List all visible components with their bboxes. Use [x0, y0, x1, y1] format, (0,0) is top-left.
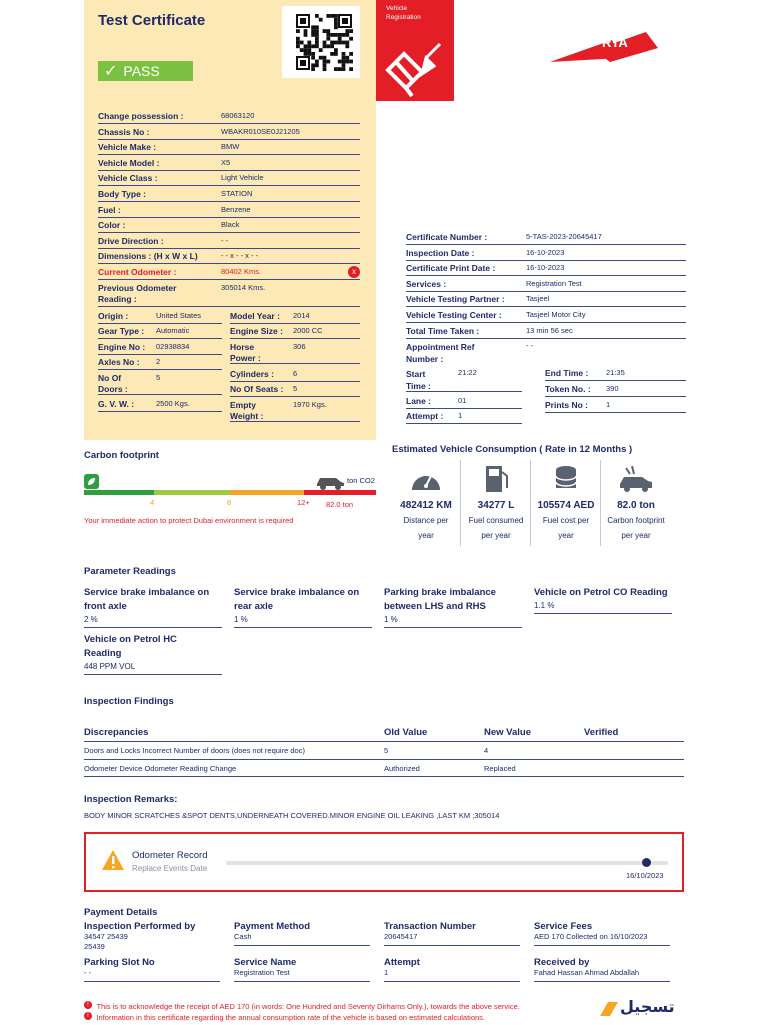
vehicle-field-row [98, 124, 360, 140]
performed-label: Inspection Performed by [84, 921, 196, 932]
vehicle-field-row [98, 186, 360, 202]
certificate-field-value: 13 min 56 sec [526, 325, 573, 335]
param-rear-axle [234, 586, 372, 628]
parameters-title: Parameter Readings [84, 566, 176, 577]
remarks-title: Inspection Remarks: [84, 794, 178, 805]
gear-row [98, 323, 222, 339]
gear-label: Gear Type : [98, 326, 145, 336]
odometer-record-box [84, 832, 684, 892]
carbon-segment-2 [154, 490, 230, 495]
vehicle-field-label: Color : [98, 220, 126, 231]
vehicle-field-row [98, 202, 360, 218]
param-value: 1 % [234, 615, 248, 624]
certificate-field-label: Certificate Number : [406, 232, 488, 242]
divider [600, 460, 601, 546]
param-label: Service brake imbalance on rear axle [234, 587, 360, 612]
previous-odometer-row [98, 280, 360, 307]
end-time-row [545, 365, 686, 381]
certificate-field-label: Certificate Print Date : [406, 263, 496, 274]
certificate-field-value: Registration Test [526, 278, 582, 288]
divider [530, 460, 531, 546]
certificate-field-row [406, 338, 686, 364]
vehicle-field-label: Body Type : [98, 189, 147, 199]
slot-label: Parking Slot No [84, 957, 155, 968]
timing-grid [406, 365, 686, 425]
vehicle-field-value: - - x - - x - - [221, 251, 259, 261]
consumption-panel [392, 460, 672, 546]
tasjeel-logo [598, 996, 675, 1020]
qr-code[interactable] [282, 6, 360, 78]
certificate-field-row [406, 276, 686, 292]
certificate-field-value: Tasjeel Motor City [526, 310, 586, 319]
footer-note-2-text: Information in this certificate regarding the annual consumption rate of the vehicle is based on estimated calculations. [96, 1013, 486, 1022]
service-value: Registration Test [234, 968, 290, 977]
model-year-row [230, 308, 360, 324]
param-label: Service brake imbalance on front axle [84, 587, 210, 612]
findings-title: Inspection Findings [84, 696, 174, 707]
end-time-value: 21:35 [606, 368, 625, 377]
origin-row [98, 308, 222, 324]
carbon-scale-bar [84, 490, 376, 495]
horse-power-label: Horse Power : [230, 342, 261, 363]
certificate-field-row [406, 307, 686, 323]
start-time-value: 21:22 [458, 368, 477, 377]
table-row-rule [84, 776, 684, 777]
fees-label: Service Fees [534, 921, 593, 932]
table-header-rule [84, 741, 684, 742]
table-row-rule [84, 759, 684, 760]
distance-label: Distance per [403, 516, 449, 525]
discrepancy-cell: Odometer Device Odometer Reading Change [84, 764, 237, 773]
certificate-field-value: 16-10-2023 [526, 247, 565, 257]
parking-slot [84, 957, 220, 982]
axles-label: Axles No : [98, 357, 140, 367]
param-label: Parking brake imbalance between LHS and RHS [384, 587, 496, 612]
carbon-tick-1: 4 [150, 498, 155, 507]
origin-value: United States [156, 311, 202, 320]
vehicle-field-label: Vehicle Model : [98, 157, 160, 168]
cylinders-value: 6 [293, 369, 298, 378]
vehicle-field-row [98, 155, 360, 171]
previous-odometer-value: 305014 Kms. [221, 283, 266, 292]
carbon-value: 82.0 ton [326, 500, 354, 509]
vehicle-field-label: Vehicle Class : [98, 173, 158, 184]
info-icon: ! [84, 1001, 92, 1009]
vehicle-field-value: WBAKR010SE0J21205 [221, 126, 300, 136]
empty-weight-row [230, 397, 360, 422]
vehicle-field-label: Fuel : [98, 204, 121, 215]
consumption-item-distance [392, 460, 460, 546]
warning-icon [100, 848, 126, 872]
discrepancy-cell: Doors and Locks Incorrect Number of doors (does not require doc) [84, 746, 305, 755]
vehicle-field-value: 68063120 [221, 111, 255, 120]
table-row [84, 746, 684, 760]
pass-badge [98, 61, 193, 81]
token-label: Token No. : [545, 384, 591, 394]
current-odometer-value: 80402 Kms. [221, 267, 262, 276]
leaf-icon [84, 474, 99, 489]
vehicle-field-value: X5 [221, 157, 231, 167]
cost-label-2: year [558, 531, 574, 540]
engine-size-label: Engine Size : [230, 326, 283, 336]
certificate-field-label: Appointment Ref Number : [406, 342, 475, 365]
carbon-year-label-2: per year [621, 531, 651, 540]
carbon-segment-3 [230, 490, 304, 495]
engine-no-row [98, 339, 222, 355]
horse-power-value: 306 [293, 342, 306, 351]
timeline-event-dot[interactable] [642, 858, 651, 867]
rta-logo [550, 28, 660, 69]
vehicle-field-value: STATION [221, 189, 253, 198]
odometer-timeline [226, 861, 668, 865]
vehicle-field-row [98, 248, 360, 264]
gvw-label: G. V. W. : [98, 399, 135, 409]
certificate-field-label: Services : [406, 278, 447, 289]
fuel-label: Fuel consumed [468, 516, 524, 525]
param-value: 2 % [84, 615, 98, 624]
footer-note-1-text: This is to acknowledge the receipt of AED 170 (in words: One Hundred and Seventy Dirhams Only.), towards the above service. [96, 1002, 520, 1011]
method-label: Payment Method [234, 921, 311, 932]
consumption-item-cost [532, 460, 600, 546]
certificate-field-row [406, 323, 686, 339]
certificate-field-value: 5-TAS-2023-20645417 [526, 232, 602, 241]
doors-label: No Of Doors : [98, 373, 128, 394]
odometer-record-date: 16/10/2023 [626, 871, 664, 880]
engine-size-row [230, 323, 360, 339]
model-year-value: 2014 [293, 311, 310, 320]
certificate-field-value: - - [526, 341, 534, 351]
param-value: 448 PPM VOL [84, 662, 136, 671]
lane-value: 01 [458, 396, 467, 405]
param-label: Vehicle on Petrol CO Reading [534, 587, 668, 598]
panel-label: Vehicle Registration [386, 5, 421, 21]
start-time-label: Start Time : [406, 369, 431, 391]
service-fees [534, 921, 670, 946]
fuel-label-2: per year [481, 531, 511, 540]
carbon-tick-2: 8 [227, 498, 232, 507]
remarks-text: BODY MINOR SCRATCHES &SPOT DENTS,UNDERNEATH COVERED.MINOR ENGINE OIL LEAKING ,LAST KM ;305014 [84, 811, 500, 820]
prints-row [545, 397, 686, 413]
vehicle-field-label: Drive Direction : [98, 235, 164, 246]
certificate-field-label: Inspection Date : [406, 247, 475, 258]
footer-note-2 [84, 1007, 584, 1025]
param-value: 1.1 % [534, 601, 555, 610]
fuel-pump-icon [478, 464, 514, 494]
col-discrepancies: Discrepancies [84, 727, 149, 738]
engine-size-value: 2000 CC [293, 326, 323, 335]
coins-icon [548, 464, 584, 494]
vehicle-field-label: Vehicle Make : [98, 142, 157, 153]
current-odometer-label: Current Odometer : [98, 267, 177, 277]
certificate-field-label: Vehicle Testing Partner : [406, 294, 505, 305]
vehicle-field-row [98, 108, 360, 124]
axles-value: 2 [156, 357, 161, 366]
engine-no-value: 02938834 [156, 342, 190, 351]
horse-power-row [230, 339, 360, 364]
tasjeel-logo-mark [598, 1000, 620, 1018]
payment-method [234, 921, 370, 946]
certificate-field-row [406, 245, 686, 261]
end-time-label: End Time : [545, 368, 589, 378]
gvw-row [98, 396, 222, 412]
engine-no-label: Engine No : [98, 342, 146, 352]
current-odometer-row [98, 264, 360, 280]
param-hc-reading [84, 633, 222, 675]
received-by [534, 957, 670, 982]
txn-label: Transaction Number [384, 921, 476, 932]
vehicle-field-row [98, 217, 360, 233]
seats-value: 5 [293, 384, 298, 393]
param-front-axle [84, 586, 222, 628]
old-value-cell: 5 [384, 746, 389, 755]
col-old-value: Old Value [384, 727, 428, 738]
txn-value: 20645417 [384, 932, 418, 941]
fuel-value: 34277 L [477, 500, 515, 511]
seats-label: No Of Seats : [230, 384, 284, 394]
certificate-field-row [406, 260, 686, 276]
odometer-record-title: Odometer Record [132, 850, 208, 861]
carbon-year-label: Carbon footprint [607, 516, 665, 525]
carbon-segment-4 [304, 490, 376, 495]
tasjeel-logo-text: تسجيل [620, 999, 675, 1016]
carbon-year-value: 82.0 ton [617, 500, 655, 511]
pass-label: PASS [123, 63, 160, 79]
vehicle-field-row [98, 170, 360, 186]
distance-label-2: year [418, 531, 434, 540]
seats-row [230, 381, 360, 397]
token-value: 390 [606, 384, 619, 393]
certificate-field-row [406, 291, 686, 307]
certificate-field-row [406, 229, 686, 245]
divider [460, 460, 461, 546]
performed-value-2: 25439 [84, 942, 105, 951]
transaction-number [384, 921, 520, 946]
performed-by [84, 921, 224, 952]
spec-grid [98, 308, 360, 428]
received-label: Received by [534, 957, 590, 968]
cylinders-row [230, 366, 360, 382]
certificate-field-value: 16-10-2023 [526, 263, 565, 273]
car-emission-icon [618, 464, 654, 494]
gvw-value: 2500 Kgs. [156, 399, 190, 408]
new-value-cell: Replaced [484, 764, 516, 773]
info-icon: ! [84, 1012, 92, 1020]
registration-icon [382, 40, 446, 100]
previous-odometer-label: Previous Odometer Reading : [98, 283, 177, 304]
vehicle-field-row [98, 139, 360, 155]
slot-value: - - [84, 968, 92, 977]
cost-value: 105574 AED [537, 500, 595, 511]
rta-logo-text: RTA [602, 35, 628, 50]
payment-attempt [384, 957, 520, 982]
prints-label: Prints No : [545, 400, 588, 410]
service-name [234, 957, 370, 982]
odometer-warning-icon[interactable]: x [348, 266, 360, 278]
consumption-item-fuel [462, 460, 530, 546]
checkmark-icon: ✓ [104, 63, 118, 80]
consumption-title: Estimated Vehicle Consumption ( Rate in 12 Months ) [392, 444, 633, 455]
axles-row [98, 354, 222, 370]
lane-row [406, 393, 522, 409]
doors-row [98, 370, 222, 395]
carbon-message: Your immediate action to protect Dubai environment is required [84, 516, 294, 525]
prints-value: 1 [606, 400, 611, 409]
payment-title: Payment Details [84, 907, 158, 918]
certificate-field-label: Vehicle Testing Center : [406, 310, 502, 320]
vehicle-field-label: Dimensions : (H x W x L) [98, 251, 198, 262]
car-icon [314, 471, 346, 491]
consumption-item-carbon [602, 460, 670, 546]
new-value-cell: 4 [484, 746, 489, 755]
vehicle-field-value: - - [221, 235, 229, 245]
attempt-value: 1 [458, 411, 463, 420]
payment-attempt-value: 1 [384, 968, 389, 977]
empty-weight-label: Empty Weight : [230, 400, 264, 421]
model-year-label: Model Year : [230, 311, 280, 321]
col-new-value: New Value [484, 727, 531, 738]
performed-value-1: 34547 25439 [84, 932, 128, 941]
origin-label: Origin : [98, 311, 129, 321]
col-verified: Verified [584, 727, 619, 738]
vehicle-field-label: Chassis No : [98, 126, 150, 137]
distance-value: 482412 KM [400, 500, 452, 511]
param-label: Vehicle on Petrol HC Reading [84, 634, 177, 659]
vehicle-field-value: BMW [221, 142, 240, 152]
carbon-segment-1 [84, 490, 154, 495]
gear-value: Automatic [156, 326, 190, 335]
start-time-row [406, 365, 522, 392]
service-label: Service Name [234, 957, 297, 968]
param-co-reading [534, 586, 672, 614]
speedometer-icon [408, 464, 444, 494]
cylinders-label: Cylinders : [230, 369, 274, 379]
certificate-field-label: Total Time Taken : [406, 325, 480, 336]
vehicle-field-row [98, 233, 360, 249]
certificate-field-value: Tasjeel [526, 294, 550, 304]
old-value-cell: Authorized [384, 764, 420, 773]
vehicle-field-value: Benzene [221, 204, 251, 214]
carbon-title: Carbon footprint [84, 450, 159, 461]
payment-attempt-label: Attempt [384, 957, 420, 968]
doors-value: 5 [156, 373, 161, 382]
vehicle-field-value: Black [221, 220, 240, 230]
attempt-row [406, 408, 522, 424]
method-value: Cash [234, 932, 252, 941]
attempt-label: Attempt : [406, 411, 444, 421]
received-value: Fahad Hassan Ahmad Abdallah [534, 968, 640, 977]
fees-value: AED 170 Collected on 16/10/2023 [534, 932, 648, 941]
carbon-tick-3: 12+ [297, 498, 310, 507]
odometer-record-subtitle: Replace Events Date [132, 864, 208, 873]
param-parking-brake [384, 586, 522, 628]
cost-label: Fuel cost per [542, 516, 590, 525]
empty-weight-value: 1970 Kgs. [293, 400, 327, 409]
param-value: 1 % [384, 615, 398, 624]
vehicle-field-value: Light Vehicle [221, 173, 264, 183]
vehicle-registration-panel [376, 0, 454, 101]
vehicle-field-label: Change possession : [98, 111, 184, 121]
token-row [545, 381, 686, 397]
carbon-unit: ton CO2 [347, 476, 375, 485]
lane-label: Lane : [406, 396, 432, 406]
page-title: Test Certificate [98, 12, 206, 29]
